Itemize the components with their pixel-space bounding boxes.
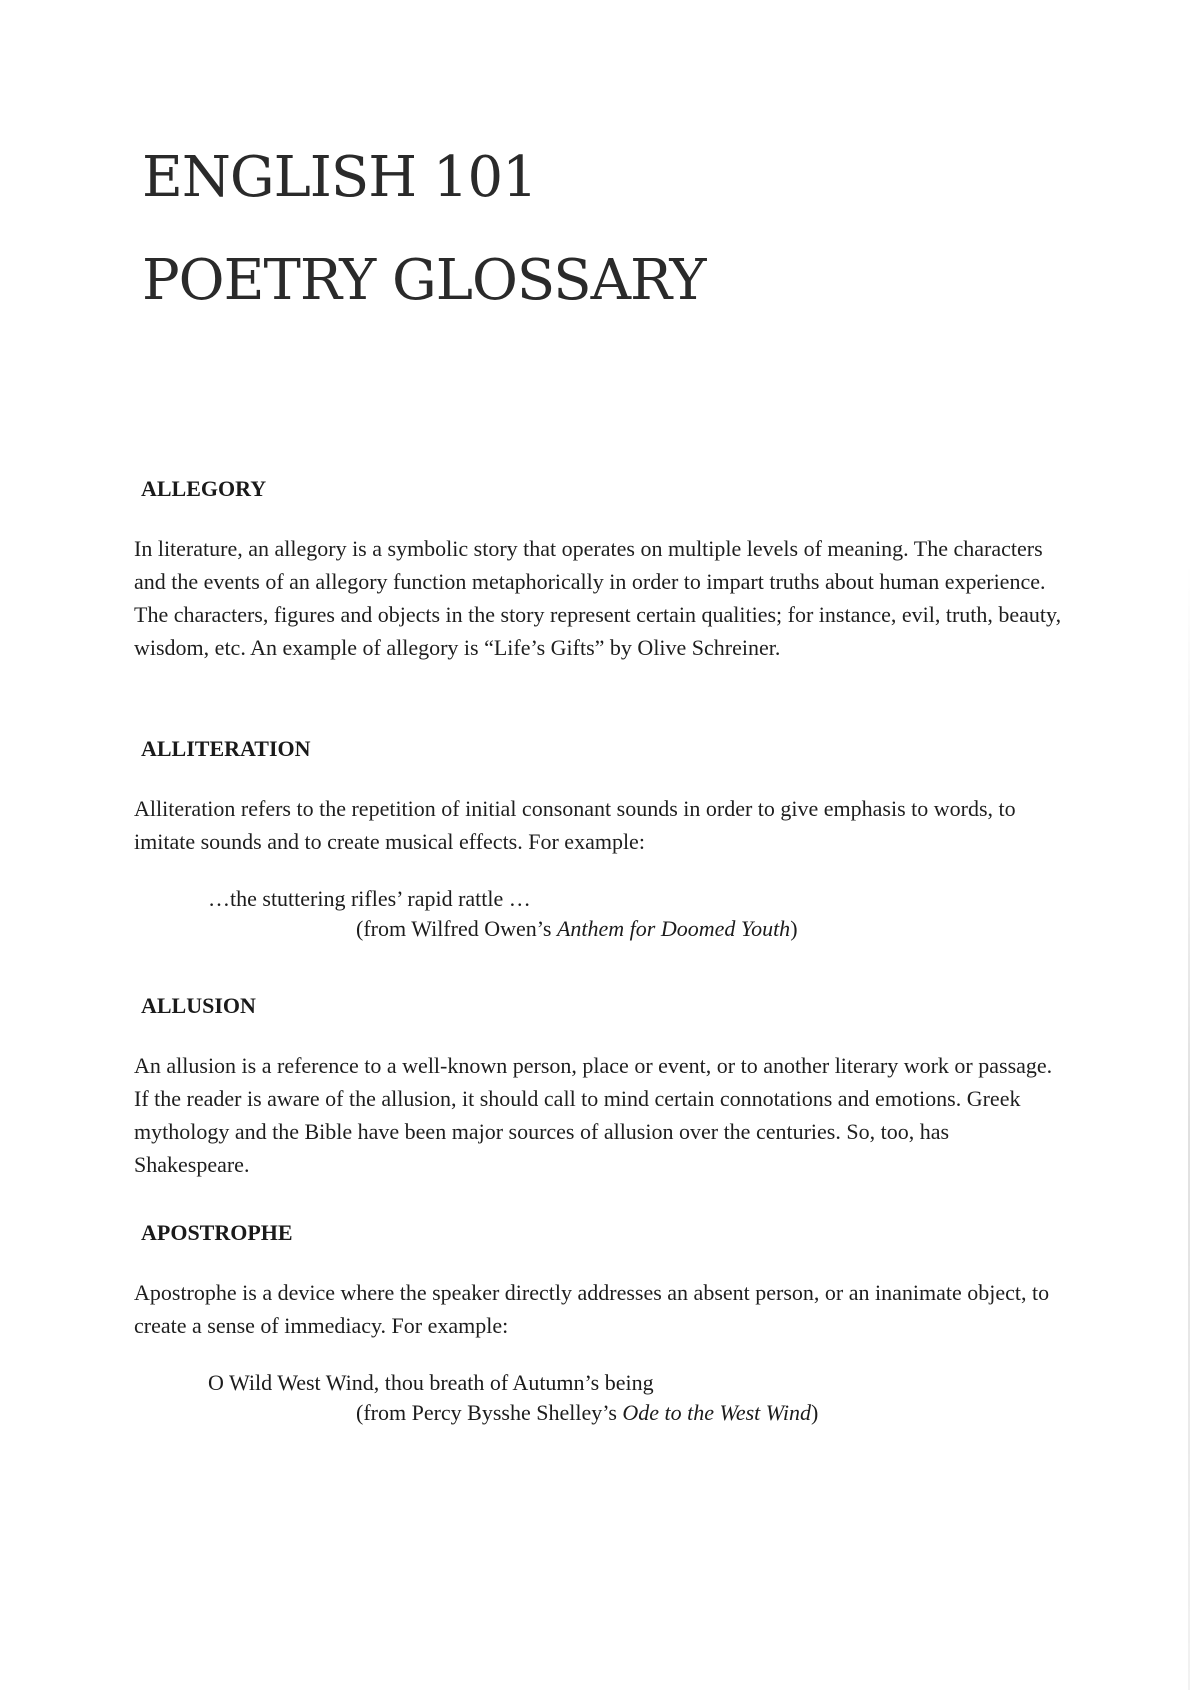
term-heading: APOSTROPHE [141, 1220, 293, 1245]
page-title-line-1: ENGLISH 101 [142, 145, 537, 210]
glossary-entry-apostrophe [134, 1222, 1064, 1428]
term-definition: Apostrophe is a device where the speaker directly addresses an absent person, or an inanimate object, to create a sense of immediacy. For example: [134, 1280, 1050, 1338]
source-prefix: (from Percy Bysshe Shelley’s [356, 1400, 623, 1425]
term-definition: An allusion is a reference to a well-known person, place or event, or to another literary work or passage. If the reader is aware of the allusion, it should call to mind certain connotations and emotions. Greek mythology and the Bible have been major sources of allusion over the centuries. So, too, has Shakespeare. [134, 1053, 1053, 1177]
quote-text: O Wild West Wind, thou breath of Autumn’s being [208, 1370, 654, 1395]
quote-source [134, 914, 1064, 944]
glossary-entry-alliteration [134, 738, 1064, 944]
term-definition: In literature, an allegory is a symbolic story that operates on multiple levels of meaning. The characters and the events of an allegory function metaphorically in order to impart truths about human experience. The characters, figures and objects in the story represent certain qualities; for instance, evil, truth, beauty, wisdom, etc. An example of allegory is “Life’s Gifts” by Olive Schreiner. [134, 536, 1062, 660]
example-quote [134, 884, 1064, 944]
source-suffix: ) [811, 1400, 819, 1425]
term-heading: ALLITERATION [141, 736, 311, 761]
source-suffix: ) [790, 916, 798, 941]
scan-edge-shadow [1188, 560, 1190, 1690]
source-title: Ode to the West Wind [622, 1400, 812, 1425]
example-quote [134, 1368, 1064, 1428]
page-title-line-2: POETRY GLOSSARY [142, 248, 706, 313]
glossary-entry-allusion [134, 995, 1064, 1181]
quote-text: …the stuttering rifles’ rapid rattle … [208, 886, 531, 911]
glossary-entry-allegory [134, 478, 1064, 664]
term-heading: ALLUSION [141, 993, 256, 1018]
source-title: Anthem for Doomed Youth [556, 916, 791, 941]
quote-source [134, 1398, 1064, 1428]
term-heading: ALLEGORY [141, 476, 267, 501]
term-definition: Alliteration refers to the repetition of initial consonant sounds in order to give emphasis to words, to imitate sounds and to create musical effects. For example: [134, 796, 1016, 854]
source-prefix: (from Wilfred Owen’s [356, 916, 557, 941]
